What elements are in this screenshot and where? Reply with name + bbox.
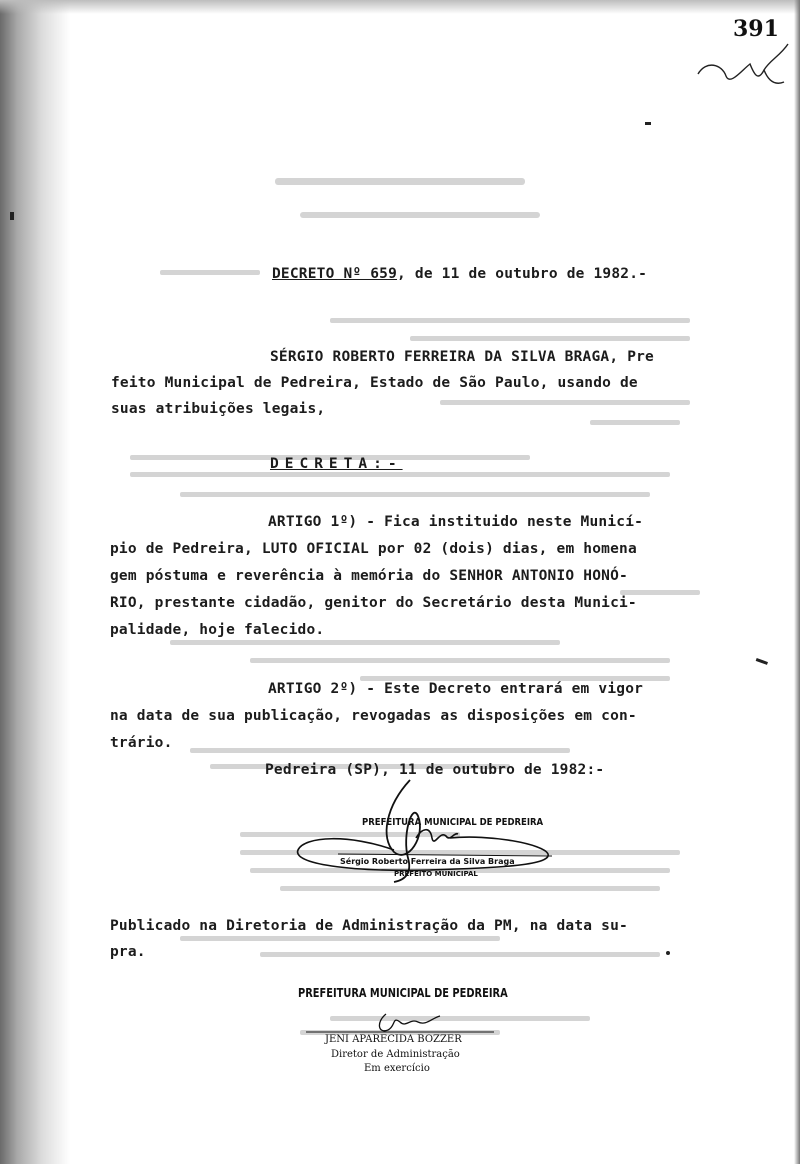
article-1-line-2 <box>110 541 637 557</box>
preamble-line-2: feito Municipal de Pedreira, Estado de São Paulo, usando de <box>111 375 638 391</box>
publication-line-2: pra. <box>110 944 146 960</box>
article-1-line-4: RIO, prestante cidadão, genitor do Secretário desta Munici- <box>110 595 637 611</box>
luto-oficial: LUTO OFICIAL <box>261 541 369 557</box>
article-2-line-3: trário. <box>110 735 173 751</box>
decreta-heading: DECRETA:- <box>270 456 403 472</box>
article-2-label: ARTIGO 2º) <box>268 681 358 697</box>
director-role: Diretor de Administração <box>331 1049 460 1060</box>
decree-date: , de 11 de outubro de 1982.- <box>397 266 648 282</box>
article-1-text: - Fica instituido neste Municí- <box>357 514 644 530</box>
article-1-text-a: pio de Pedreira, <box>110 541 262 557</box>
mayor-stamp-title: PREFEITURA MUNICIPAL DE PEDREIRA <box>362 817 544 828</box>
article-2-line-2: na data de sua publicação, revogadas as disposições em con- <box>110 708 637 724</box>
article-2-text: - Este Decreto entrará em vigor <box>357 681 644 697</box>
decree-title <box>272 266 647 282</box>
page-number-handwritten-mark <box>692 30 800 100</box>
mayor-signature <box>290 776 560 886</box>
article-1-text-c: por 02 (dois) dias, em homena <box>368 541 637 557</box>
article-1-line-3: gem póstuma e reverência à memória do SENHOR ANTONIO HONÓ- <box>110 568 628 584</box>
page-number: 391 <box>733 16 779 42</box>
article-1-line-5: palidade, hoje falecido. <box>110 622 325 638</box>
article-1-line-1 <box>268 514 643 530</box>
director-stamp-title: PREFEITURA MUNICIPAL DE PEDREIRA <box>298 986 508 1000</box>
director-name: JENI APARECIDA BOZZER <box>325 1034 462 1045</box>
article-2-line-1 <box>268 681 643 697</box>
director-status: Em exercício <box>364 1063 430 1074</box>
publication-line-1: Publicado na Diretoria de Administração da PM, na data su- <box>110 918 628 934</box>
article-1-label: ARTIGO 1º) <box>268 514 358 530</box>
mayor-name: Sérgio Roberto Ferreira da Silva Braga <box>340 857 515 866</box>
preamble-line-3: suas atribuições legais, <box>111 401 326 417</box>
mayor-role: PREFEITO MUNICIPAL <box>394 870 478 878</box>
closing-place-date: Pedreira (SP), 11 de outubro de 1982:- <box>265 762 605 778</box>
decree-number: DECRETO Nº 659 <box>272 266 398 282</box>
preamble-line-1: SÉRGIO ROBERTO FERREIRA DA SILVA BRAGA, Pre <box>270 349 654 365</box>
